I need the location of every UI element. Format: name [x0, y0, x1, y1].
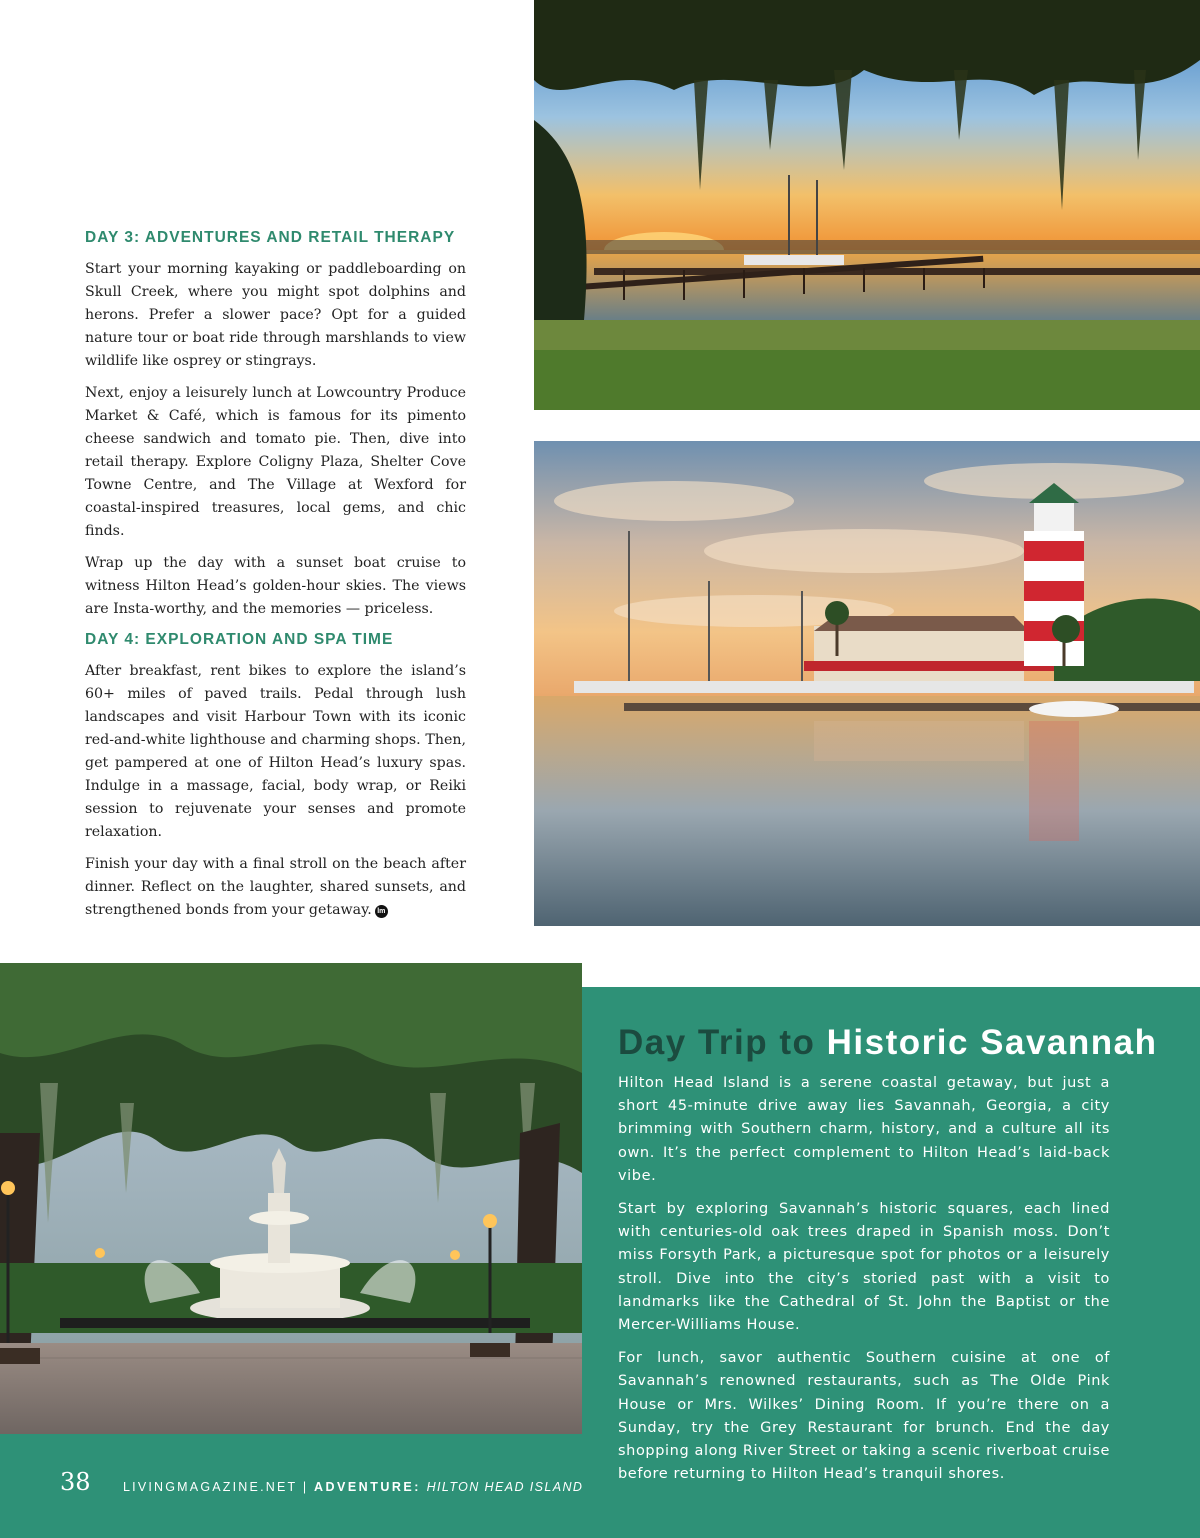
- photo-forsyth-park-fountain: [0, 963, 582, 1434]
- day3-paragraph: Wrap up the day with a sunset boat cruise to witness Hilton Head’s golden-hour skies. The views are Insta-worthy, and the memories — priceless.: [85, 555, 466, 617]
- photo-harbour-town-lighthouse: [534, 441, 1200, 926]
- day4-paragraph: After breakfast, rent bikes to explore the island’s 60+ miles of paved trails. Pedal through lush landscapes and visit Harbour Town with its iconic red-and-white lighthouse and charming shops. Then, get pampered at one of Hilton Head’s luxury spas. Indulge in a massage, facial, body wrap, or Reiki session to rejuvenate your senses and promote relaxation.: [85, 663, 466, 840]
- day3-paragraph: Start your morning kayaking or paddleboarding on Skull Creek, where you might spot dolphins and herons. Prefer a slower pace? Opt for a guided nature tour or boat ride through marshlands to view wildlife like osprey or stingrays.: [85, 261, 466, 369]
- day4-final-paragraph: [85, 853, 466, 922]
- footer-site-link[interactable]: LIVINGMAGAZINE.NET: [123, 1480, 298, 1494]
- savannah-title: [618, 1020, 1158, 1066]
- savannah-paragraph: For lunch, savor authentic Southern cuisine at one of Savannah’s renowned restaurants, such as The Olde Pink House or Mrs. Wilkes’ Dining Room. If you’re there on a Sunday, try the Grey Restaurant for brunch. End the day shopping along River Street or taking a scenic riverboat cruise before returning to Hilton Head’s tranquil shores.: [618, 1350, 1111, 1483]
- day3-heading: DAY 3: ADVENTURES AND RETAIL THERAPY: [85, 229, 456, 246]
- day3-paragraph: Next, enjoy a leisurely lunch at Lowcountry Produce Market & Café, which is famous for its pimento cheese sandwich and tomato pie. Then, dive into retail therapy. Explore Coligny Plaza, Shelter Cove Towne Centre, and The Village at Wexford for coastal-inspired treasures, local gems, and chic finds.: [85, 385, 466, 539]
- footer-subsection: HILTON HEAD ISLAND: [426, 1480, 584, 1494]
- day4-paragraph-text: Finish your day with a final stroll on the beach after dinner. Reflect on the laughter, shared sunsets, and strengthened bonds from your getaway.: [85, 856, 466, 918]
- savannah-paragraph: Hilton Head Island is a serene coastal getaway, but just a short 45-minute drive away lies Savannah, Georgia, a city brimming with Southern charm, history, and a culture all its own. It’s the perfect complement to Hilton Head’s laid-back vibe.: [618, 1075, 1110, 1184]
- page-number: 38: [60, 1468, 91, 1496]
- savannah-sidebar: [618, 1020, 1158, 1496]
- savannah-title-main: Historic Savannah: [826, 1023, 1158, 1062]
- footer-separator: |: [302, 1480, 309, 1494]
- end-mark-icon: lm: [375, 905, 388, 918]
- footer-section: ADVENTURE:: [313, 1480, 421, 1494]
- savannah-title-prefix: Day Trip to: [618, 1023, 816, 1062]
- day4-heading: DAY 4: EXPLORATION AND SPA TIME: [85, 631, 394, 648]
- savannah-paragraph: Start by exploring Savannah’s historic squares, each lined with centuries-old oak trees draped in Spanish moss. Don’t miss Forsyth Park, a picturesque spot for photos or a leisurely stroll. Dive into the city’s storied past with a visit to landmarks like the Cathedral of St. John the Baptist or the Mercer-Williams House.: [618, 1201, 1110, 1334]
- photo-marsh-sunset: [534, 0, 1200, 410]
- itinerary-column: [85, 228, 466, 931]
- footer-folio: [123, 1480, 583, 1494]
